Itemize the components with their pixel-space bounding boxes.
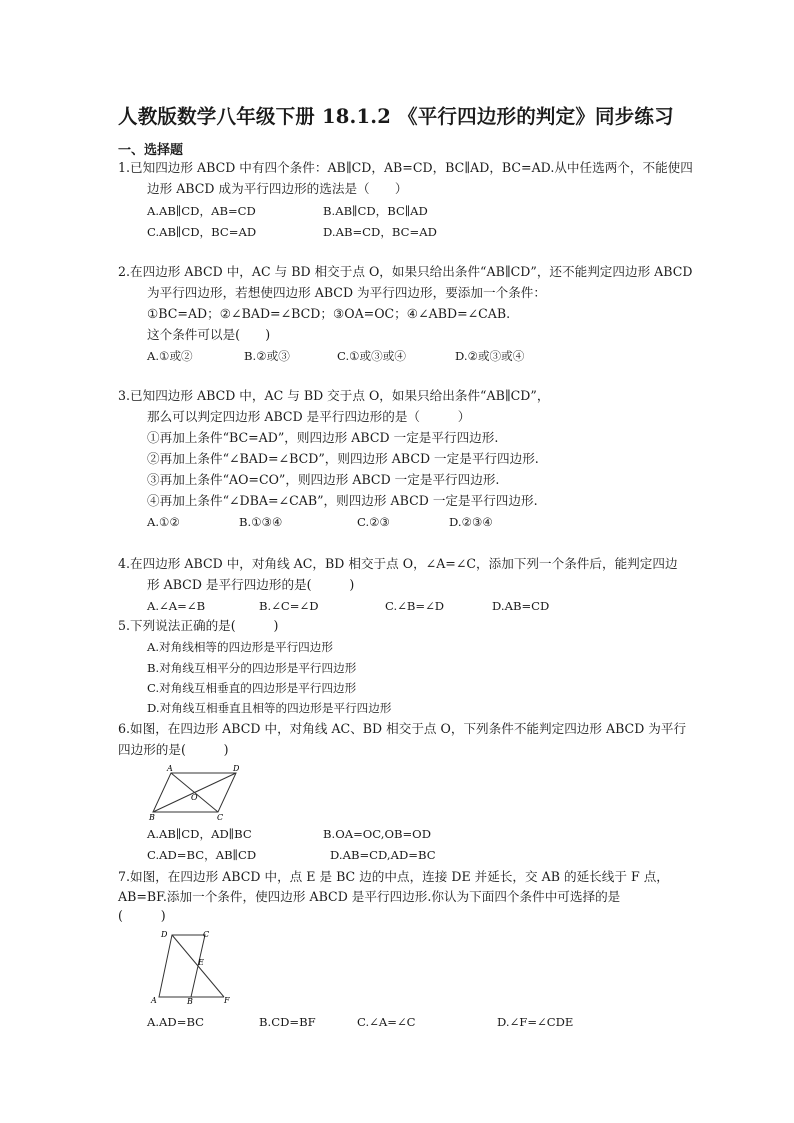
q2-option-a: A.①或②: [147, 349, 193, 363]
q4-option-c: C.∠B=∠D: [385, 599, 445, 613]
q7-label-e: E: [198, 958, 204, 967]
q5-option-d: D.对角线互相垂直且相等的四边形是平行四边形: [147, 701, 392, 715]
q7-label-c: C: [203, 930, 210, 939]
q2-line-4: 这个条件可以是( ): [147, 327, 271, 342]
q2-option-d: D.②或③或④: [455, 349, 525, 363]
q3-line-4: ②再加上条件“∠BAD=∠BCD”，则四边形 ABCD 一定是平行四边形.: [147, 451, 539, 466]
q2-line-2: 为平行四边形，若想使四边形 ABCD 为平行四边形，要添加一个条件：: [147, 285, 546, 300]
q4-option-d: D.AB=CD: [492, 599, 550, 613]
q7-label-b: B: [187, 997, 193, 1006]
q7-option-c: C.∠A=∠C: [357, 1015, 416, 1029]
q3-line-5: ③再加上条件“AO=CO”，则四边形 ABCD 一定是平行四边形.: [147, 472, 500, 487]
q6-line-1: 6.如图，在四边形 ABCD 中，对角线 AC、BD 相交于点 O，下列条件不能判定四边形 ABCD 为平行: [118, 721, 687, 736]
q6-option-b: B.OA=OC,OB=OD: [323, 827, 431, 841]
q7-option-a: A.AD=BC: [147, 1015, 205, 1029]
q6-label-o: O: [191, 793, 198, 802]
q5-option-a: A.对角线相等的四边形是平行四边形: [147, 640, 333, 654]
q3-line-2: 那么可以判定四边形 ABCD 是平行四边形的是（ ）: [147, 409, 471, 424]
q1-option-a: A.AB∥CD，AB=CD: [147, 204, 256, 218]
q5-option-b: B.对角线互相平分的四边形是平行四边形: [147, 661, 357, 675]
q7-quadrilateral-figure: [145, 925, 240, 1007]
q3-option-c: C.②③: [357, 515, 390, 529]
q7-label-f: F: [224, 996, 230, 1005]
q5-option-c: C.对角线互相垂直的四边形是平行四边形: [147, 681, 357, 695]
q7-line-2: AB=BF.添加一个条件，使四边形 ABCD 是平行四边形.你认为下面四个条件中可选择的是: [118, 889, 621, 904]
q2-line-1: 2.在四边形 ABCD 中，AC 与 BD 相交于点 O，如果只给出条件“AB∥CD”，还不能判定四边形 ABCD: [118, 264, 693, 279]
q1-option-d: D.AB=CD，BC=AD: [323, 225, 437, 239]
q5-line-1: 5.下列说法正确的是( ): [118, 618, 279, 633]
q2-line-3: ①BC=AD；②∠BAD=∠BCD；③OA=OC；④∠ABD=∠CAB.: [147, 306, 511, 321]
q3-option-b: B.①③④: [239, 515, 283, 529]
q4-option-a: A.∠A=∠B: [147, 599, 206, 613]
q6-option-a: A.AB∥CD，AD∥BC: [147, 827, 252, 841]
q3-line-1: 3.已知四边形 ABCD 中，AC 与 BD 交于点 O，如果只给出条件“AB∥CD”，: [118, 388, 550, 403]
q3-option-a: A.①②: [147, 515, 180, 529]
q7-option-b: B.CD=BF: [259, 1015, 316, 1029]
q2-option-c: C.①或③或④: [337, 349, 406, 363]
q3-line-6: ④再加上条件“∠DBA=∠CAB”，则四边形 ABCD 一定是平行四边形.: [147, 493, 538, 508]
q7-label-a: A: [151, 996, 157, 1005]
q6-line-2: 四边形的是( ): [118, 742, 229, 757]
q7-line-3: ( ): [118, 908, 166, 923]
q1-option-b: B.AB∥CD，BC∥AD: [323, 204, 428, 218]
q1-line-1: 1.已知四边形 ABCD 中有四个条件：AB∥CD，AB=CD，BC∥AD，BC=AD.从中任选两个，不能使四: [118, 160, 693, 175]
q7-line-1: 7.如图，在四边形 ABCD 中，点 E 是 BC 边的中点，连接 DE 并延长，交 AB 的延长线于 F 点，: [118, 869, 669, 884]
q2-option-b: B.②或③: [244, 349, 290, 363]
q3-option-d: D.②③④: [449, 515, 493, 529]
q1-line-2: 边形 ABCD 成为平行四边形的选法是（ ）: [147, 181, 408, 196]
q6-label-c: C: [217, 813, 224, 822]
q3-line-3: ①再加上条件“BC=AD”，则四边形 ABCD 一定是平行四边形.: [147, 430, 499, 445]
q6-label-d: D: [233, 764, 240, 773]
q6-option-d: D.AB=CD,AD=BC: [330, 848, 436, 862]
section-heading: 一、选择题: [118, 143, 184, 158]
q6-option-c: C.AD=BC，AB∥CD: [147, 848, 257, 862]
q4-option-b: B.∠C=∠D: [259, 599, 319, 613]
q6-label-b: B: [149, 813, 155, 822]
page-title: 人教版数学八年级下册 18.1.2 《平行四边形的判定》同步练习: [118, 105, 674, 128]
q7-label-d: D: [161, 930, 168, 939]
q1-option-c: C.AB∥CD，BC=AD: [147, 225, 257, 239]
q6-parallelogram-figure: [140, 762, 255, 822]
q4-line-2: 形 ABCD 是平行四边形的是( ): [147, 577, 355, 592]
q7-option-d: D.∠F=∠CDE: [497, 1015, 574, 1029]
q4-line-1: 4.在四边形 ABCD 中，对角线 AC，BD 相交于点 O，∠A=∠C，添加下列一个条件后，能判定四边: [118, 556, 678, 571]
q6-label-a: A: [167, 764, 173, 773]
